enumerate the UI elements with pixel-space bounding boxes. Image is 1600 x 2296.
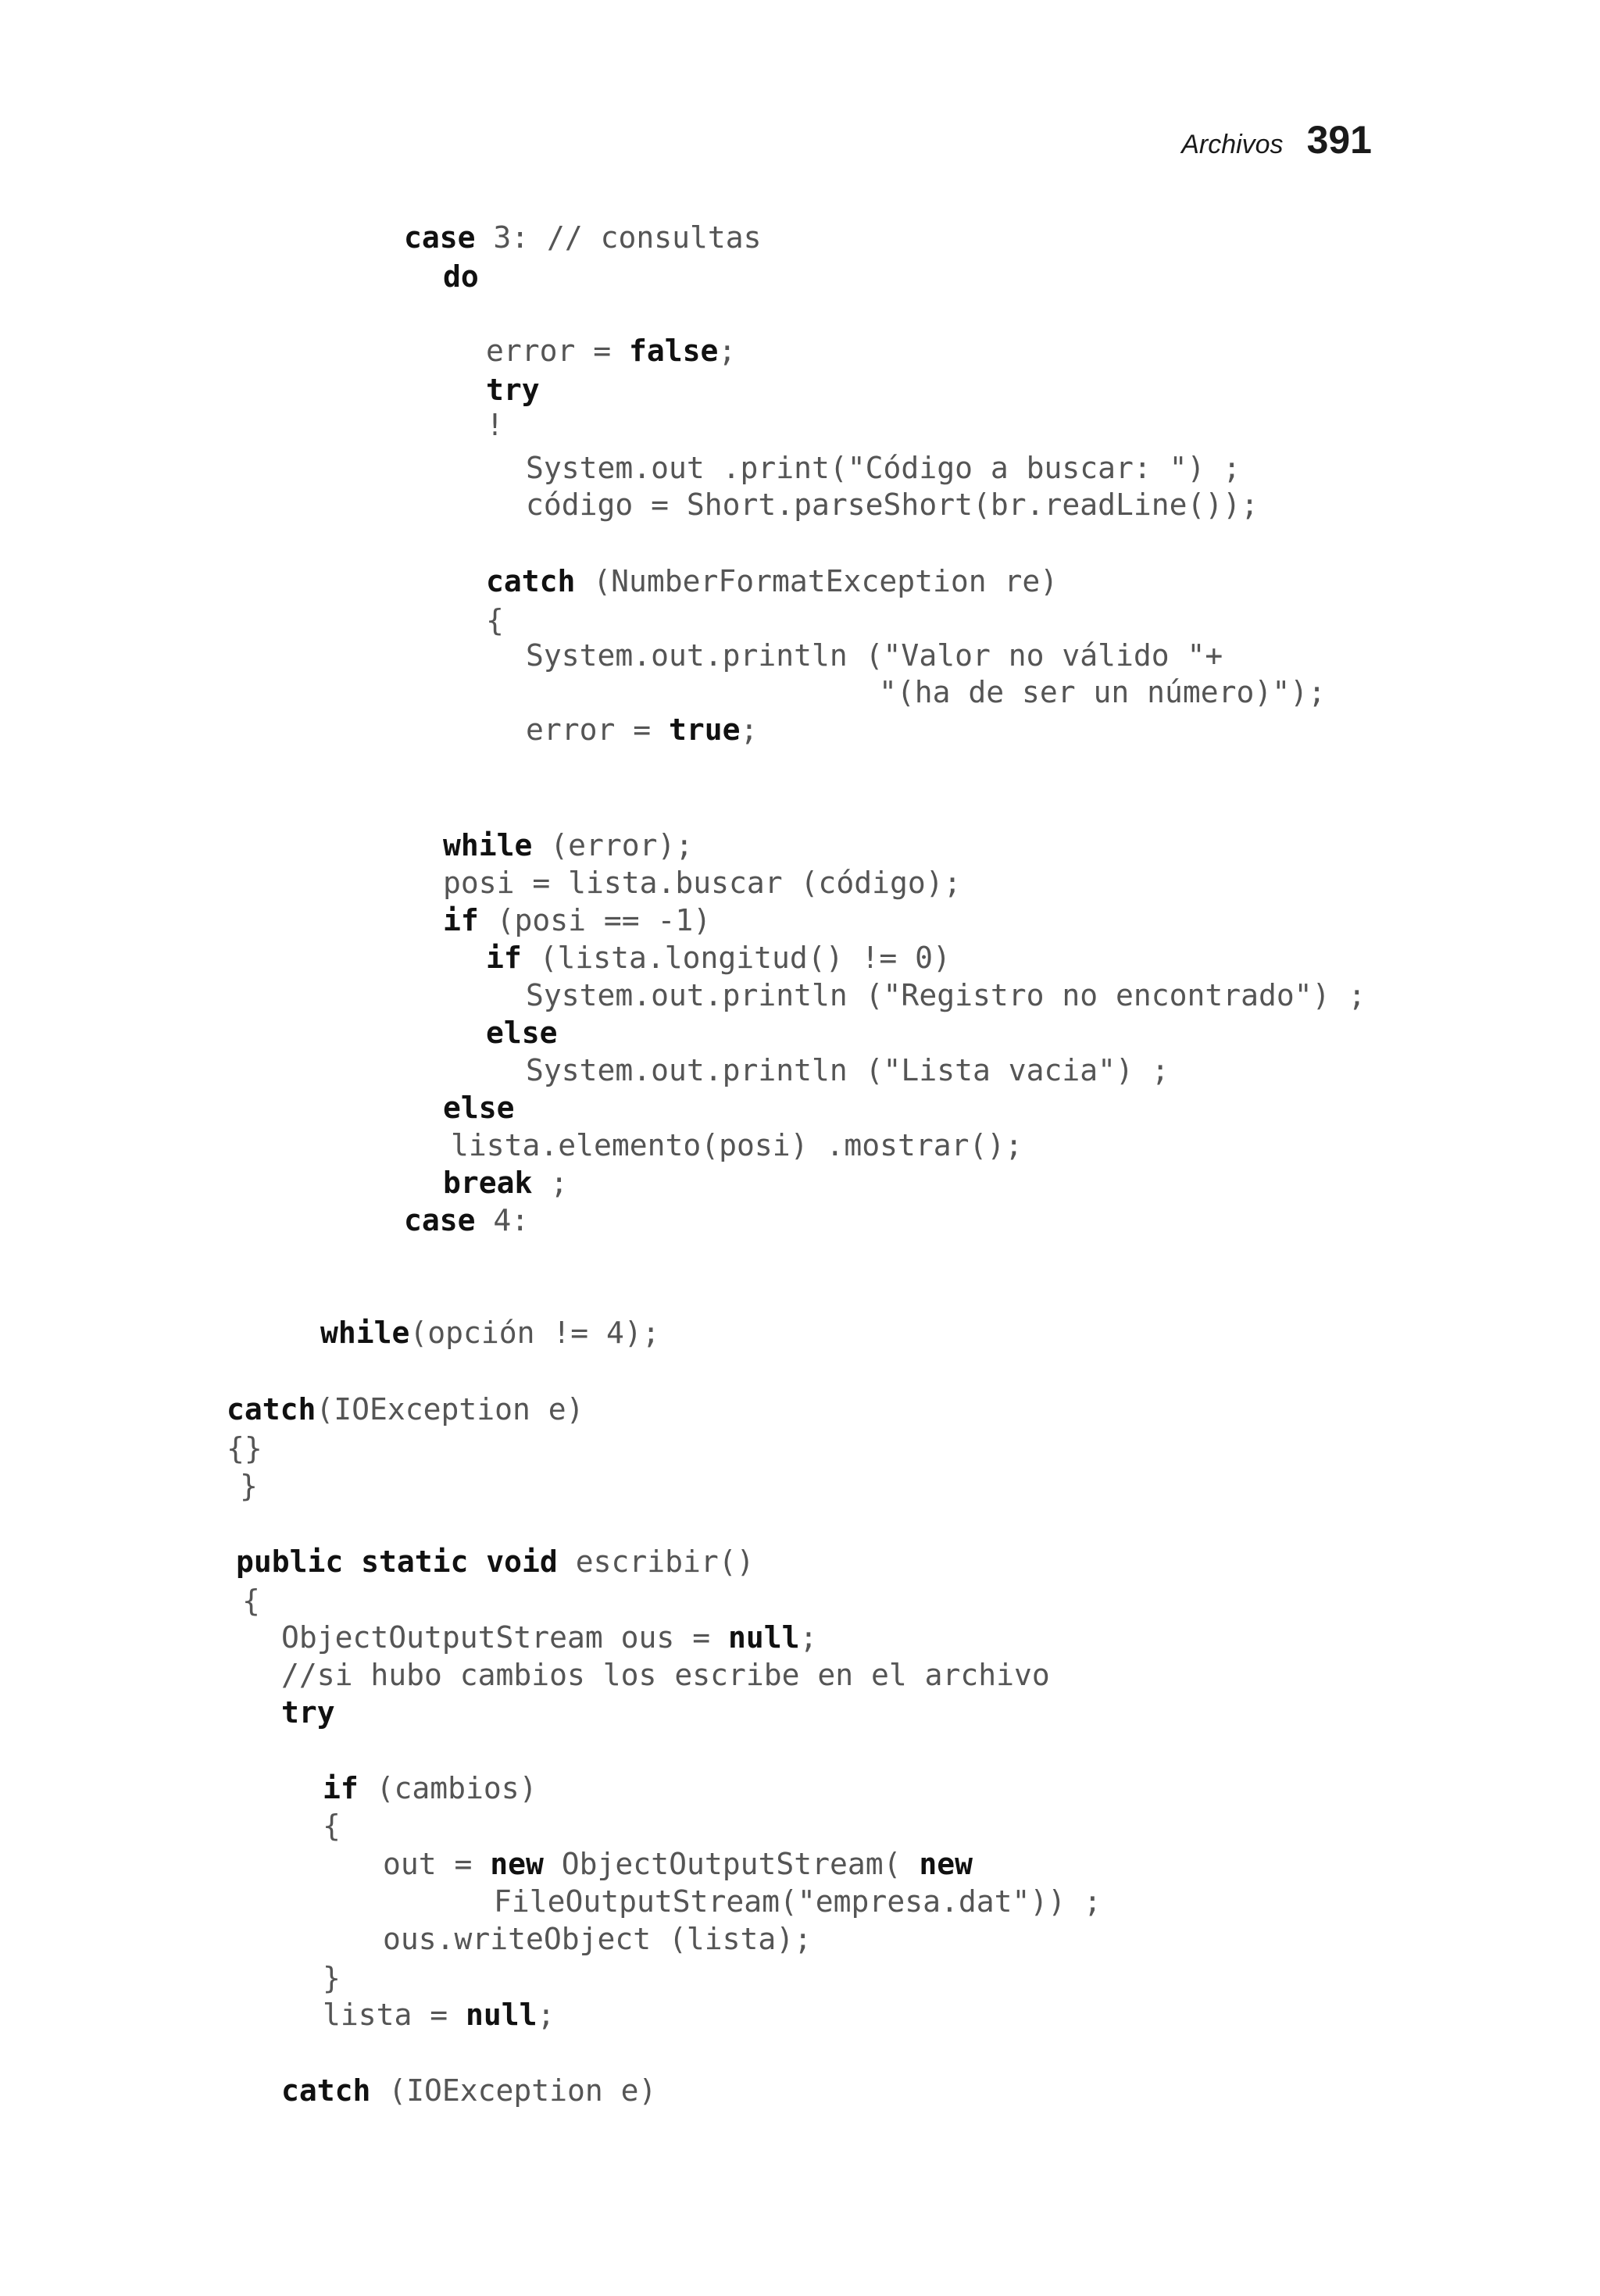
code-line (323, 1807, 341, 1844)
code-line (526, 1052, 1170, 1089)
code-line (242, 1582, 260, 1619)
code-text: { (242, 1584, 260, 1618)
code-text: lista.elemento(posi) .mostrar(); (451, 1128, 1023, 1162)
code-line (443, 902, 711, 939)
code-line (281, 2072, 656, 2109)
code-line (323, 1959, 341, 1997)
code-text: lista = (323, 1998, 466, 2032)
code-line (494, 1883, 1102, 1920)
code-line (486, 562, 1058, 600)
code-text: out = (383, 1847, 491, 1881)
code-text: ; (718, 334, 737, 368)
code-text: System.out.println ("Lista vacia") ; (526, 1053, 1170, 1087)
code-keyword: false (629, 334, 719, 368)
code-keyword: case (404, 220, 476, 255)
code-text: } (240, 1469, 258, 1503)
code-text: escribir() (557, 1544, 755, 1579)
code-keyword: while (443, 828, 533, 862)
code-keyword: catch (281, 2073, 371, 2108)
code-line (879, 673, 1326, 711)
code-line (526, 449, 1241, 487)
code-text: ObjectOutputStream ous = (281, 1620, 728, 1655)
code-text: ! (486, 408, 504, 442)
code-text: (error); (532, 828, 694, 862)
code-line (281, 1656, 1050, 1694)
code-line (486, 371, 540, 409)
code-keyword: catch (486, 564, 576, 598)
code-line (281, 1694, 335, 1731)
code-line (281, 1619, 817, 1656)
code-text: FileOutputStream("empresa.dat")) ; (494, 1884, 1102, 1919)
code-line (236, 1543, 754, 1580)
code-keyword: public static void (236, 1544, 558, 1579)
code-text: código = Short.parseShort(br.readLine()); (526, 487, 1259, 522)
code-line (443, 864, 961, 902)
code-keyword: if (323, 1771, 359, 1805)
code-text: (posi == -1) (478, 903, 712, 937)
code-line (443, 1089, 515, 1127)
code-text: { (486, 603, 504, 637)
code-line (443, 1164, 568, 1202)
code-line (227, 1391, 584, 1428)
code-text: System.out .print("Código a buscar: ") ; (526, 451, 1241, 485)
code-line (486, 602, 504, 639)
code-keyword: if (486, 941, 522, 975)
code-text: System.out.println ("Valor no válido "+ (526, 638, 1223, 673)
code-line (486, 332, 736, 370)
code-text: (IOException e) (316, 1392, 584, 1427)
code-text: ; (537, 1998, 555, 2032)
code-keyword: new (490, 1847, 544, 1881)
code-text: ous.writeObject (lista); (383, 1922, 812, 1956)
code-text: (lista.longitud() != 0) (521, 941, 951, 975)
code-text: ObjectOutputStream( (543, 1847, 920, 1881)
code-text: ; (532, 1166, 569, 1200)
code-line (526, 637, 1223, 674)
code-line (323, 1996, 555, 2034)
code-line (323, 1769, 538, 1807)
code-keyword: if (443, 903, 479, 937)
code-text: (IOException e) (370, 2073, 657, 2108)
code-keyword: break (443, 1166, 533, 1200)
code-keyword: try (486, 373, 540, 407)
code-keyword: catch (227, 1392, 316, 1427)
page-number: 391 (1306, 118, 1372, 162)
code-line (526, 711, 758, 748)
running-header (1181, 117, 1372, 162)
code-keyword: do (443, 259, 479, 294)
code-keyword: while (320, 1316, 410, 1350)
code-keyword: case (404, 1203, 476, 1237)
code-keyword: null (466, 1998, 538, 2032)
code-line (443, 258, 479, 295)
code-line (486, 1014, 558, 1052)
code-keyword: null (727, 1620, 800, 1655)
code-line (486, 939, 951, 977)
code-keyword: new (919, 1847, 973, 1881)
code-text: } (323, 1961, 341, 1995)
code-text: System.out.println ("Registro no encontrado") ; (526, 978, 1366, 1012)
code-line (383, 1845, 973, 1883)
code-line (383, 1920, 812, 1958)
code-line (526, 486, 1259, 523)
code-text: "(ha de ser un número)"); (879, 675, 1326, 709)
code-text: //si hubo cambios los escribe en el archivo (281, 1658, 1050, 1692)
code-keyword: else (443, 1091, 515, 1125)
section-title: Archivos (1181, 130, 1284, 159)
code-text: (cambios) (358, 1771, 538, 1805)
code-line (227, 1430, 262, 1467)
code-text: posi = lista.buscar (código); (443, 866, 962, 900)
code-line (240, 1467, 258, 1505)
code-text: error = (486, 334, 630, 368)
code-line (404, 219, 762, 256)
code-text: error = (526, 712, 670, 747)
code-keyword: try (281, 1695, 335, 1730)
code-text: 3: // consultas (475, 220, 762, 255)
code-line (451, 1127, 1023, 1164)
code-line (486, 406, 504, 444)
code-keyword: true (669, 712, 741, 747)
code-line (526, 977, 1366, 1014)
code-text: ; (740, 712, 759, 747)
code-text: { (323, 1809, 341, 1843)
code-keyword: else (486, 1016, 558, 1050)
code-text: {} (227, 1431, 262, 1466)
code-text: (NumberFormatException re) (575, 564, 1059, 598)
code-line (320, 1314, 660, 1352)
code-line (404, 1202, 529, 1239)
code-text: ; (799, 1620, 818, 1655)
code-text: 4: (475, 1203, 530, 1237)
code-line (443, 827, 693, 864)
code-text: (opción != 4); (409, 1316, 660, 1350)
